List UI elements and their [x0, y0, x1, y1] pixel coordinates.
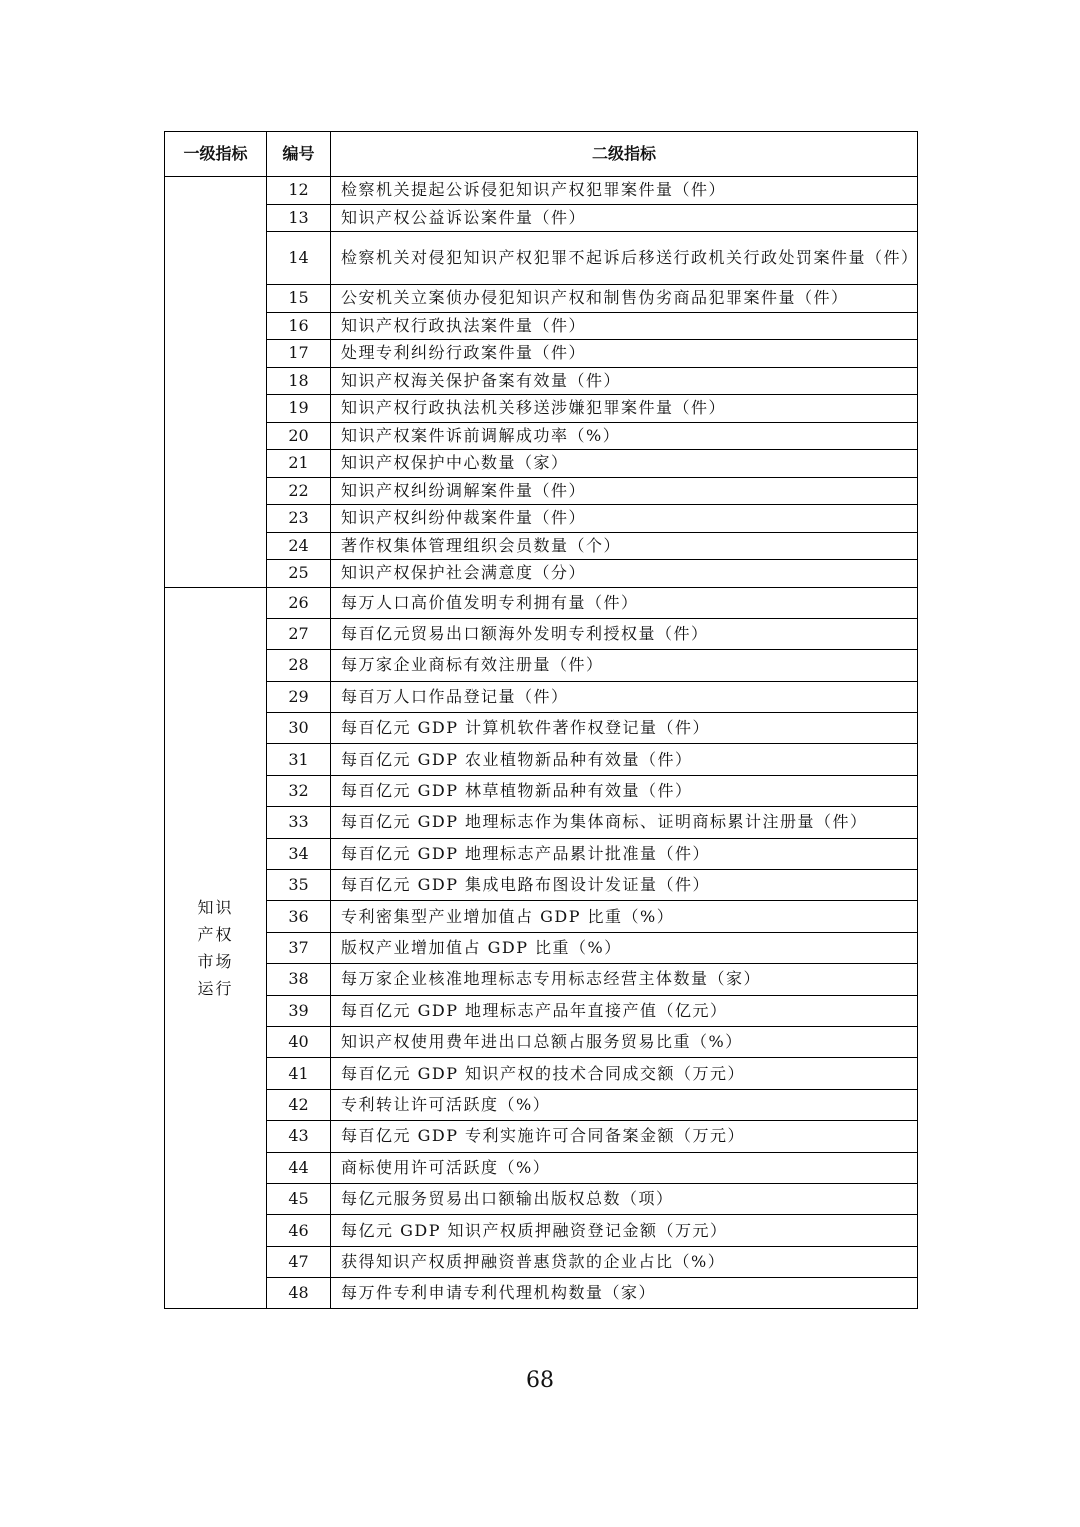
second-level-indicator: 知识产权公益诉讼案件量（件） [331, 204, 918, 232]
indicator-number: 24 [267, 532, 331, 560]
indicator-number: 22 [267, 477, 331, 505]
table-row [165, 285, 918, 313]
indicator-number: 16 [267, 312, 331, 340]
table-row [165, 713, 918, 744]
table-row [165, 340, 918, 368]
indicator-table [164, 131, 918, 1309]
second-level-indicator: 版权产业增加值占 GDP 比重（%） [331, 932, 918, 963]
table-row [165, 395, 918, 423]
indicator-number: 23 [267, 505, 331, 533]
indicator-number: 36 [267, 901, 331, 932]
table-row [165, 870, 918, 901]
table-row [165, 650, 918, 681]
second-level-indicator: 商标使用许可活跃度（%） [331, 1152, 918, 1183]
table-row [165, 312, 918, 340]
second-level-indicator: 知识产权行政执法案件量（件） [331, 312, 918, 340]
second-level-indicator: 每百亿元 GDP 农业植物新品种有效量（件） [331, 744, 918, 775]
indicator-number: 15 [267, 285, 331, 313]
table-row [165, 450, 918, 478]
indicator-number: 25 [267, 560, 331, 588]
first-level-indicator-text: 知识 [197, 897, 234, 917]
table-row [165, 1121, 918, 1152]
second-level-indicator: 知识产权保护社会满意度（分） [331, 560, 918, 588]
indicator-number: 14 [267, 232, 331, 285]
second-level-indicator: 知识产权纠纷调解案件量（件） [331, 477, 918, 505]
indicator-number: 32 [267, 775, 331, 806]
page-number: 68 [526, 1368, 554, 1393]
header-number: 编号 [267, 132, 331, 177]
second-level-indicator: 每万件专利申请专利代理机构数量（家） [331, 1278, 918, 1309]
table-row [165, 1278, 918, 1309]
second-level-indicator: 公安机关立案侦办侵犯知识产权和制售伪劣商品犯罪案件量（件） [331, 285, 918, 313]
table-row [165, 932, 918, 963]
first-level-indicator-text: 产权 [197, 924, 234, 944]
indicator-number: 41 [267, 1058, 331, 1089]
second-level-indicator: 每亿元 GDP 知识产权质押融资登记金额（万元） [331, 1215, 918, 1246]
second-level-indicator: 每百亿元 GDP 计算机软件著作权登记量（件） [331, 713, 918, 744]
table-row [165, 618, 918, 649]
indicator-number: 37 [267, 932, 331, 963]
indicator-number: 12 [267, 177, 331, 205]
indicator-number: 19 [267, 395, 331, 423]
table-header-row [165, 132, 918, 177]
indicator-number: 34 [267, 838, 331, 869]
second-level-indicator: 检察机关对侵犯知识产权犯罪不起诉后移送行政机关行政处罚案件量（件） [331, 232, 918, 285]
table-row [165, 1058, 918, 1089]
table-row [165, 1246, 918, 1277]
table-body [165, 177, 918, 1309]
table-row [165, 681, 918, 712]
indicator-number: 43 [267, 1121, 331, 1152]
indicator-number: 27 [267, 618, 331, 649]
indicator-number: 40 [267, 1026, 331, 1057]
indicator-number: 44 [267, 1152, 331, 1183]
second-level-indicator: 知识产权案件诉前调解成功率（%） [331, 422, 918, 450]
second-level-indicator: 知识产权纠纷仲裁案件量（件） [331, 505, 918, 533]
indicator-number: 45 [267, 1183, 331, 1214]
indicator-number: 48 [267, 1278, 331, 1309]
second-level-indicator: 获得知识产权质押融资普惠贷款的企业占比（%） [331, 1246, 918, 1277]
second-level-indicator: 每万人口高价值发明专利拥有量（件） [331, 587, 918, 618]
second-level-indicator: 每百亿元 GDP 知识产权的技术合同成交额（万元） [331, 1058, 918, 1089]
second-level-indicator: 每万家企业商标有效注册量（件） [331, 650, 918, 681]
table-row [165, 995, 918, 1026]
table-row [165, 177, 918, 205]
indicator-number: 38 [267, 964, 331, 995]
table-row [165, 232, 918, 285]
first-level-indicator-cell [165, 587, 267, 1309]
indicator-number: 39 [267, 995, 331, 1026]
table-row [165, 807, 918, 838]
second-level-indicator: 著作权集体管理组织会员数量（个） [331, 532, 918, 560]
indicator-number: 47 [267, 1246, 331, 1277]
second-level-indicator: 知识产权使用费年进出口总额占服务贸易比重（%） [331, 1026, 918, 1057]
table-row [165, 422, 918, 450]
indicator-number: 20 [267, 422, 331, 450]
indicator-number: 28 [267, 650, 331, 681]
table-row [165, 1183, 918, 1214]
table-row [165, 477, 918, 505]
table-row [165, 744, 918, 775]
first-level-indicator-text: 运行 [197, 978, 234, 998]
indicator-number: 31 [267, 744, 331, 775]
table-row [165, 505, 918, 533]
second-level-indicator: 每百亿元 GDP 地理标志产品累计批准量（件） [331, 838, 918, 869]
table-row [165, 1026, 918, 1057]
second-level-indicator: 专利转让许可活跃度（%） [331, 1089, 918, 1120]
second-level-indicator: 知识产权保护中心数量（家） [331, 450, 918, 478]
second-level-indicator: 每亿元服务贸易出口额输出版权总数（项） [331, 1183, 918, 1214]
second-level-indicator: 检察机关提起公诉侵犯知识产权犯罪案件量（件） [331, 177, 918, 205]
second-level-indicator: 每百亿元 GDP 地理标志作为集体商标、证明商标累计注册量（件） [331, 807, 918, 838]
second-level-indicator: 专利密集型产业增加值占 GDP 比重（%） [331, 901, 918, 932]
table-row [165, 367, 918, 395]
indicator-number: 42 [267, 1089, 331, 1120]
indicator-number: 26 [267, 587, 331, 618]
second-level-indicator: 每百亿元 GDP 专利实施许可合同备案金额（万元） [331, 1121, 918, 1152]
table-row [165, 1152, 918, 1183]
indicator-number: 21 [267, 450, 331, 478]
indicator-number: 46 [267, 1215, 331, 1246]
table-row [165, 964, 918, 995]
second-level-indicator: 处理专利纠纷行政案件量（件） [331, 340, 918, 368]
table-row [165, 587, 918, 618]
second-level-indicator: 每百万人口作品登记量（件） [331, 681, 918, 712]
header-second-level-indicator: 二级指标 [331, 132, 918, 177]
indicator-number: 29 [267, 681, 331, 712]
table-row [165, 532, 918, 560]
table-row [165, 560, 918, 588]
first-level-indicator-cell [165, 177, 267, 588]
table-row [165, 1089, 918, 1120]
second-level-indicator: 知识产权海关保护备案有效量（件） [331, 367, 918, 395]
table-row [165, 1215, 918, 1246]
indicator-number: 33 [267, 807, 331, 838]
first-level-indicator-text: 市场 [197, 951, 234, 971]
indicator-number: 13 [267, 204, 331, 232]
second-level-indicator: 每百亿元 GDP 集成电路布图设计发证量（件） [331, 870, 918, 901]
second-level-indicator: 每百亿元贸易出口额海外发明专利授权量（件） [331, 618, 918, 649]
second-level-indicator: 每万家企业核准地理标志专用标志经营主体数量（家） [331, 964, 918, 995]
second-level-indicator: 每百亿元 GDP 林草植物新品种有效量（件） [331, 775, 918, 806]
second-level-indicator: 每百亿元 GDP 地理标志产品年直接产值（亿元） [331, 995, 918, 1026]
table-row [165, 838, 918, 869]
indicator-number: 17 [267, 340, 331, 368]
table-row [165, 204, 918, 232]
indicator-number: 18 [267, 367, 331, 395]
table-row [165, 901, 918, 932]
table-row [165, 775, 918, 806]
header-first-level-indicator: 一级指标 [165, 132, 267, 177]
indicator-number: 30 [267, 713, 331, 744]
indicator-number: 35 [267, 870, 331, 901]
second-level-indicator: 知识产权行政执法机关移送涉嫌犯罪案件量（件） [331, 395, 918, 423]
